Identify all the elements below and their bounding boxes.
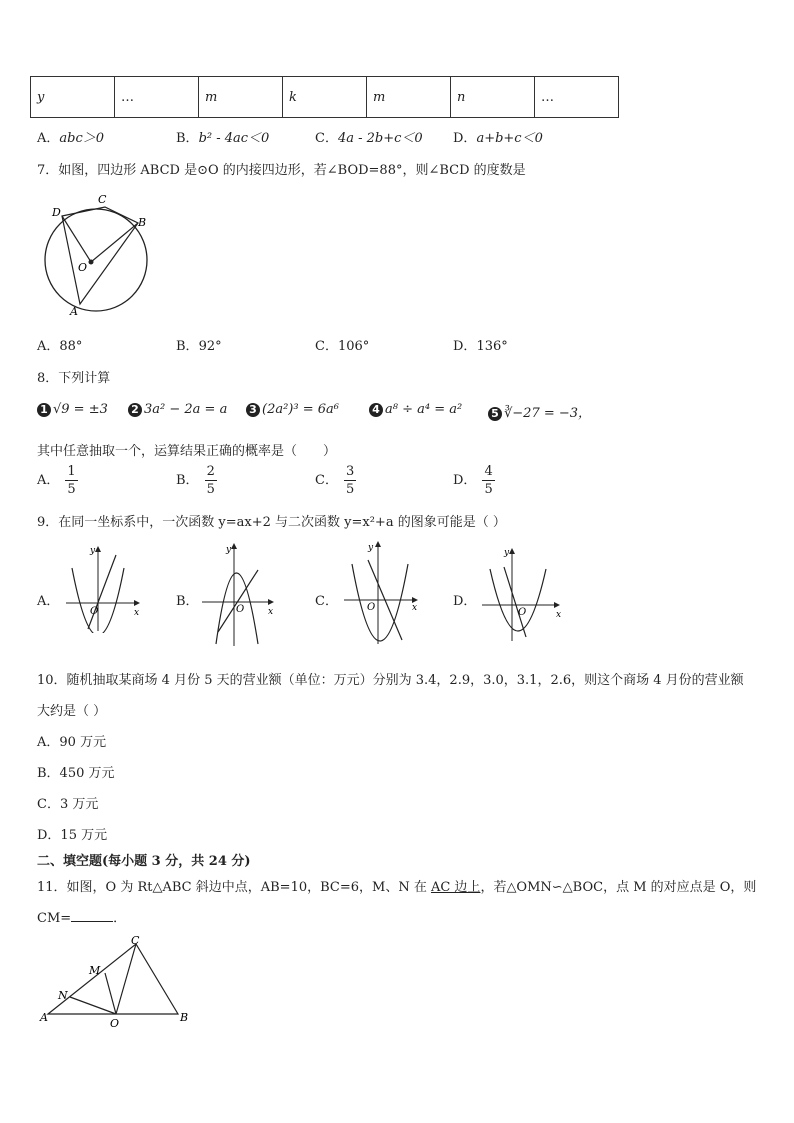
table-cell: … [535, 77, 619, 118]
label-b: B [138, 216, 147, 229]
q8-item-2: 2 3a² − 2a = a [128, 402, 227, 417]
q6-option-c[interactable]: C．4a - 2b+c＜0 [315, 131, 423, 146]
table-cell: m [199, 77, 283, 118]
q10-stem-line1: 10．随机抽取某商场 4 月份 5 天的营业额（单位：万元）分别为 3.4，2.9，3.0，3.1，2.6，则这个商场 4 月份的营业额 [37, 673, 744, 688]
circled-number: 1 [37, 403, 51, 417]
q8-item-4: 4 a⁸ ÷ a⁴ = a² [369, 402, 462, 417]
origin-label: O [236, 604, 245, 615]
table-cell: y [31, 77, 115, 118]
q6-option-a[interactable]: A．abc＞0 [37, 131, 105, 146]
q8-option-a[interactable]: A． $\frac{1}{5}$ [37, 464, 76, 497]
q10-stem-line2: 大约是（ ） [37, 704, 107, 719]
fraction: $\frac{3}{5}$ [345, 464, 355, 497]
y-axis-label: y [368, 543, 374, 553]
label-o: O [78, 261, 88, 274]
q8-option-d[interactable]: D． $\frac{4}{5}$ [453, 464, 493, 497]
q7-stem: 7．如图，四边形 ABCD 是⊙O 的内接四边形，若∠BOD=88°，则∠BCD 的度数是 [37, 163, 526, 178]
q7-circle-figure [38, 190, 163, 318]
q8-item-5: 5 ∛−27 = −3， [488, 402, 591, 421]
label-a: A [40, 1011, 48, 1024]
q8-title: 8．下列计算 [37, 371, 111, 386]
q8-question: 其中任意抽取一个，运算结果正确的概率是（ ） [37, 444, 337, 459]
q9-option-a[interactable]: A． [37, 594, 60, 609]
x-axis-label: x [556, 610, 562, 620]
fraction: $\frac{4}{5}$ [484, 464, 493, 497]
circled-number: 5 [488, 407, 502, 421]
q9-stem: 9．在同一坐标系中，一次函数 y=ax+2 与二次函数 y=x²+a 的图象可能是（ ） [37, 515, 506, 530]
label-b: B [180, 1011, 189, 1024]
origin-label: O [90, 606, 99, 617]
value-table [30, 76, 619, 118]
table-cell: k [283, 77, 367, 118]
x-axis-label: x [268, 607, 274, 617]
q10-option-a[interactable]: A．90 万元 [37, 735, 107, 750]
q9-option-c[interactable]: C． [315, 594, 338, 609]
q9-graph-a [62, 543, 142, 633]
table-cell: m [367, 77, 451, 118]
q9-option-b[interactable]: B． [176, 594, 199, 609]
q6-option-b[interactable]: B．b² - 4ac＜0 [176, 131, 270, 146]
q7-option-b[interactable]: B．92° [176, 339, 222, 354]
table-cell: … [115, 77, 199, 118]
x-axis-label: x [134, 608, 140, 618]
q8-option-c[interactable]: C． $\frac{3}{5}$ [315, 464, 355, 497]
table-row [31, 77, 619, 118]
y-axis-label: y [504, 548, 510, 558]
circled-number: 2 [128, 403, 142, 417]
q7-option-a[interactable]: A．88° [37, 339, 83, 354]
q11-stem-line1: 11．如图，O 为 Rt△ABC 斜边中点，AB=10，BC=6，M、N 在 AC 边上，若△OMN∽△BOC，点 M 的对应点是 O，则 [37, 880, 757, 895]
q7-option-c[interactable]: C．106° [315, 339, 370, 354]
q8-item-1: 1 √9 = ±3 [37, 402, 108, 417]
q9-graph-c [340, 540, 422, 650]
q9-graph-b [198, 540, 278, 650]
y-axis-label: y [226, 545, 232, 555]
q9-option-d[interactable]: D． [453, 594, 477, 609]
fraction: $\frac{2}{5}$ [206, 464, 215, 497]
label-a: A [70, 305, 78, 318]
q9-graph-d [480, 545, 564, 645]
origin-label: O [367, 602, 376, 613]
label-o: O [110, 1017, 120, 1030]
y-axis-label: y [90, 546, 96, 556]
q8-option-b[interactable]: B． $\frac{2}{5}$ [176, 464, 215, 497]
label-c: C [98, 193, 107, 206]
q8-item-3: 3 (2a²)³ = 6a⁶ [246, 402, 339, 417]
q6-option-d[interactable]: D．a+b+c＜0 [453, 131, 543, 146]
label-d: D [52, 206, 61, 219]
q10-option-b[interactable]: B．450 万元 [37, 766, 115, 781]
table-cell: n [451, 77, 535, 118]
x-axis-label: x [412, 603, 418, 613]
section-title: 二、填空题(每小题 3 分，共 24 分) [37, 854, 251, 869]
q11-stem-line2: CM= ． [37, 911, 127, 926]
label-m: M [89, 964, 101, 977]
circled-number: 3 [246, 403, 260, 417]
fraction: $\frac{1}{5}$ [67, 464, 76, 497]
q7-option-d[interactable]: D．136° [453, 339, 508, 354]
origin-label: O [518, 607, 527, 618]
label-c: C [131, 934, 140, 947]
q10-option-d[interactable]: D．15 万元 [37, 828, 108, 843]
label-n: N [58, 989, 68, 1002]
q10-option-c[interactable]: C．3 万元 [37, 797, 99, 812]
circled-number: 4 [369, 403, 383, 417]
answer-blank[interactable] [71, 921, 113, 922]
q11-triangle-figure [36, 932, 196, 1032]
